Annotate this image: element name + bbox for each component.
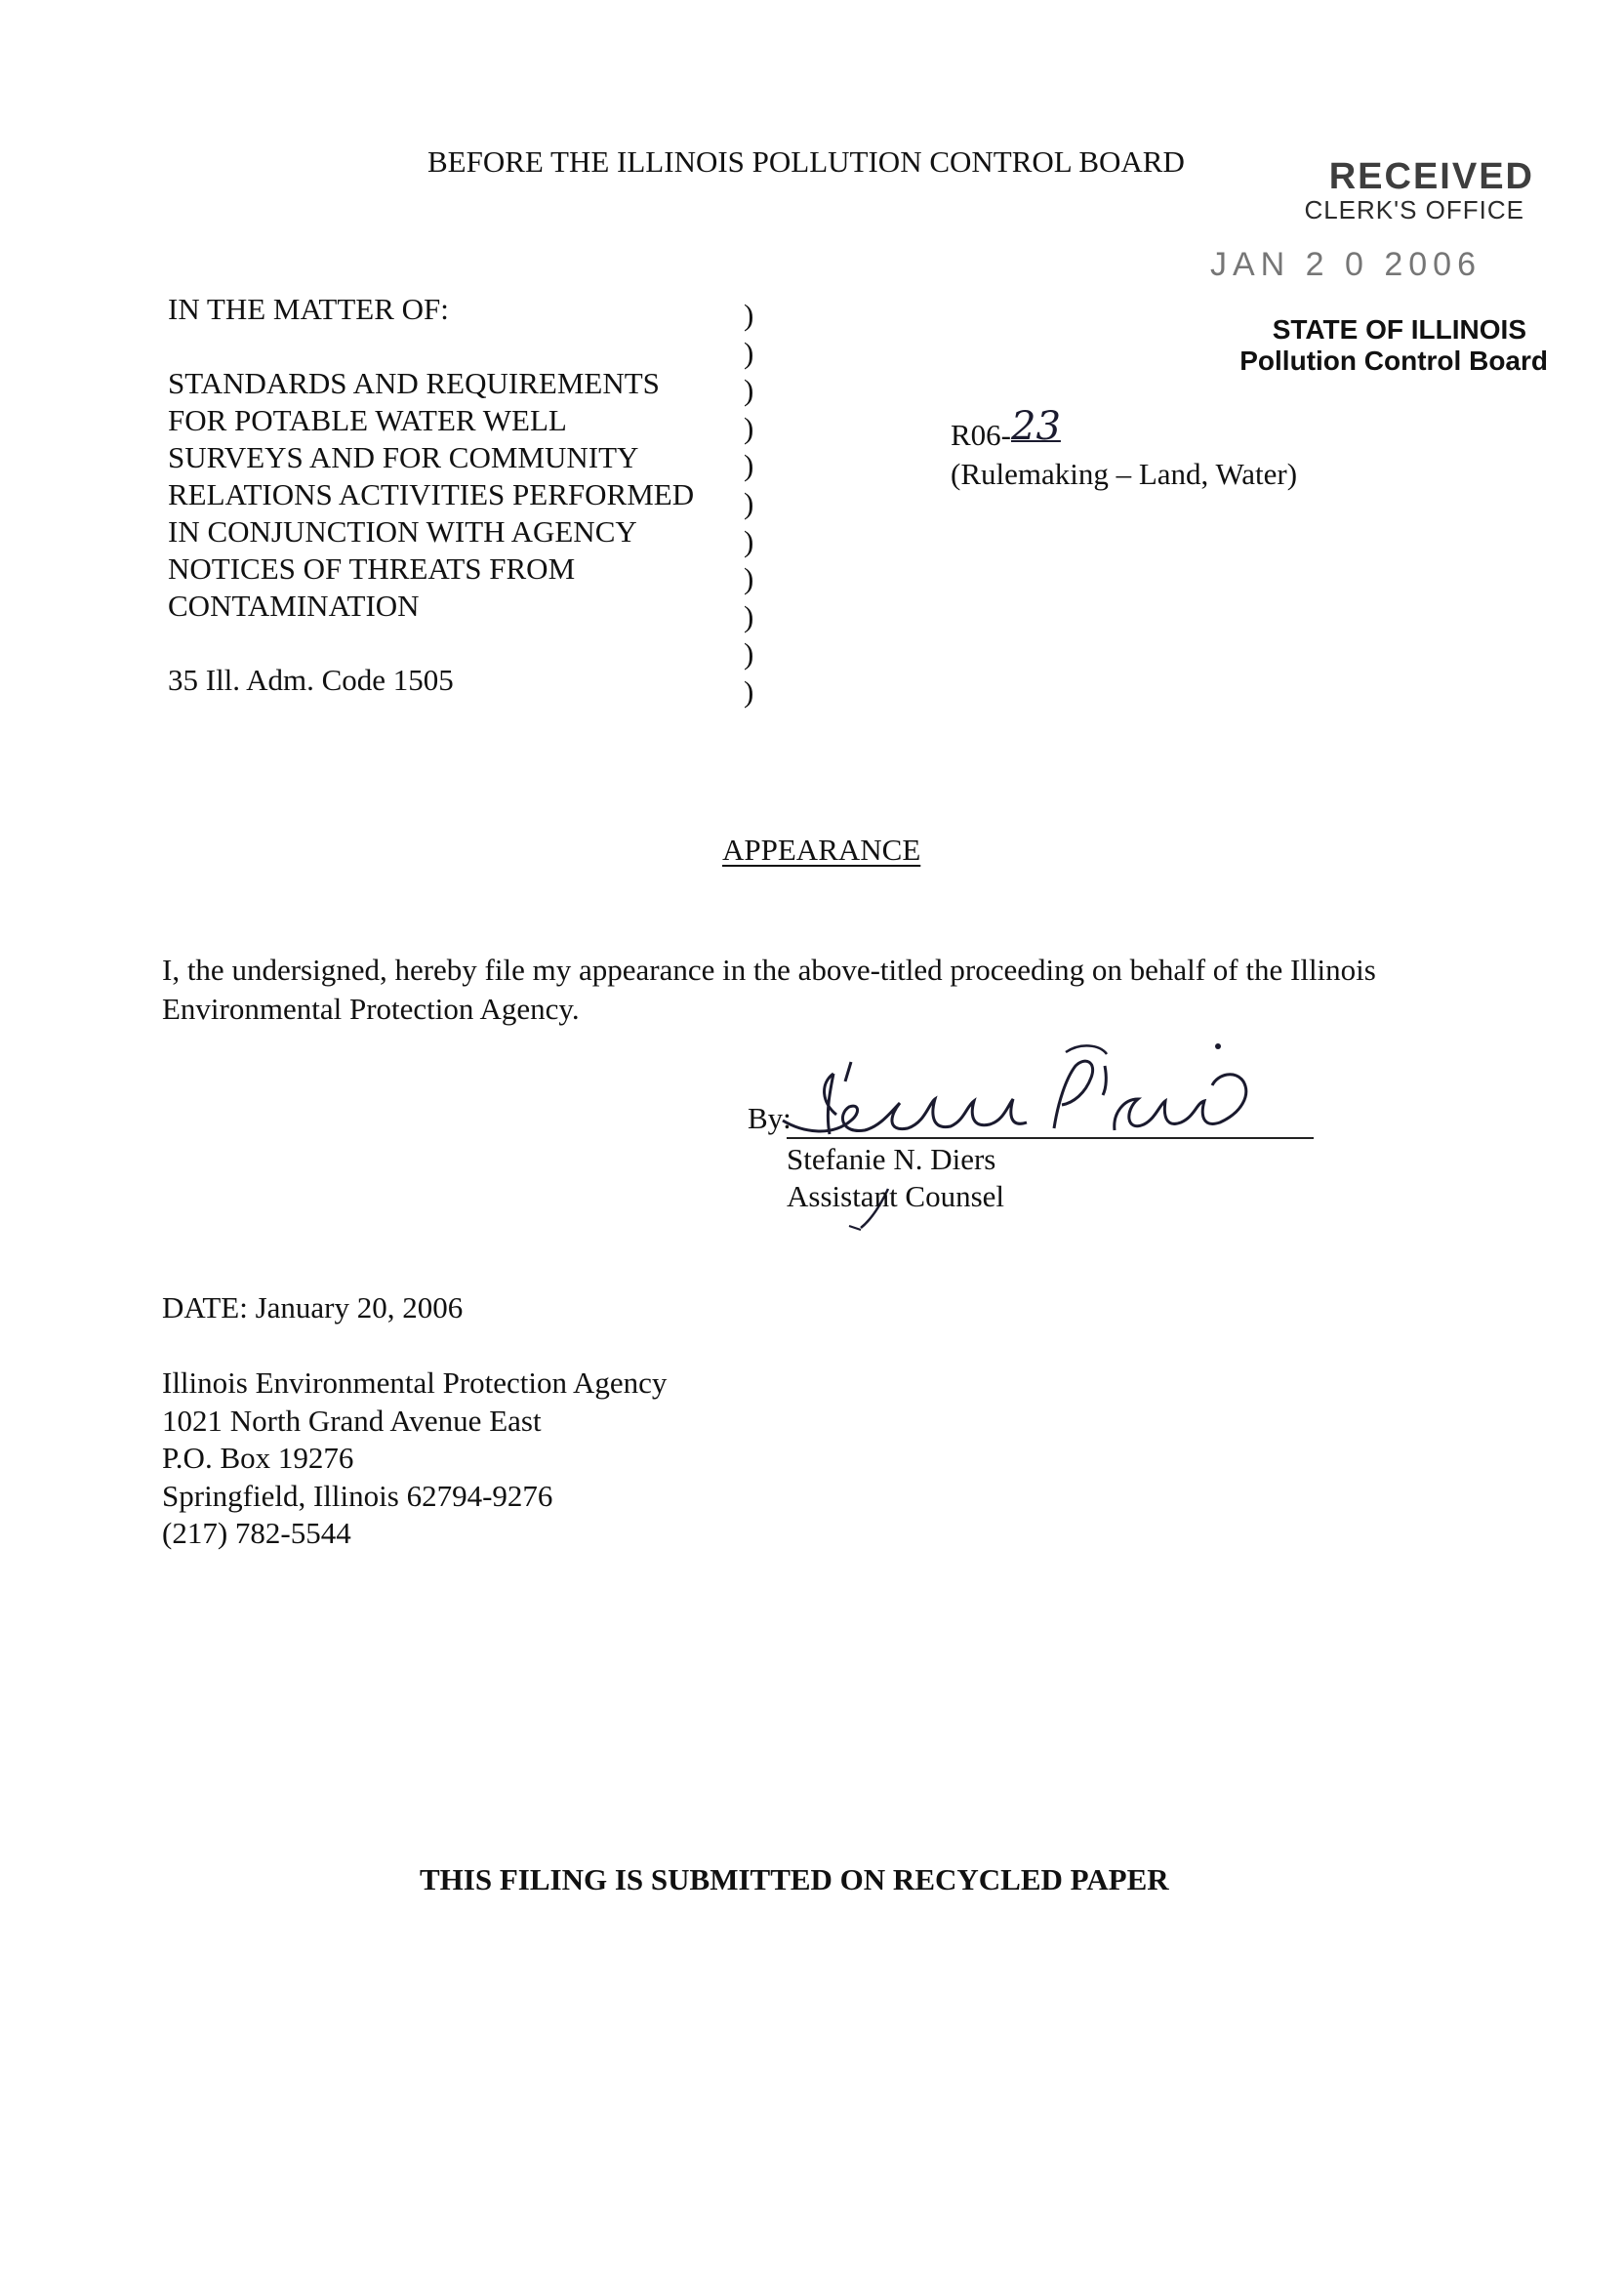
address-line: 1021 North Grand Avenue East: [162, 1403, 542, 1438]
case-caption: [168, 291, 694, 699]
paren: ): [744, 598, 754, 633]
paren: ): [744, 636, 754, 672]
docket-subtitle: (Rulemaking – Land, Water): [951, 457, 1298, 491]
address-line: P.O. Box 19276: [162, 1441, 354, 1475]
caption-line: IN CONJUNCTION WITH AGENCY: [168, 514, 637, 549]
recycled-paper-note: THIS FILING IS SUBMITTED ON RECYCLED PAPER: [420, 1862, 1169, 1896]
matter-of-label: IN THE MATTER OF:: [168, 292, 449, 326]
paren: ): [744, 335, 754, 370]
paren: ): [744, 561, 754, 596]
paren: ): [744, 410, 754, 445]
signature-line: [787, 1137, 1314, 1139]
docket-prefix: R06-: [951, 418, 1011, 452]
caption-line: CONTAMINATION: [168, 589, 420, 623]
caption-line: NOTICES OF THREATS FROM: [168, 551, 576, 586]
paren: ): [744, 448, 754, 483]
stamp-clerk-office: CLERK'S OFFICE: [1304, 195, 1524, 224]
docket-handwritten-number: 23: [1011, 404, 1061, 449]
paren: ): [744, 485, 754, 520]
paren: ): [744, 523, 754, 558]
received-stamp: [1209, 156, 1552, 381]
signer-name: Stefanie N. Diers: [787, 1142, 996, 1176]
caption-line: RELATIONS ACTIVITIES PERFORMED: [168, 477, 695, 511]
appearance-heading: APPEARANCE: [722, 833, 921, 867]
admin-code: 35 Ill. Adm. Code 1505: [168, 663, 454, 697]
filing-date: DATE: January 20, 2006: [162, 1290, 464, 1324]
address-line: Springfield, Illinois 62794-9276: [162, 1478, 553, 1513]
appearance-body: I, the undersigned, hereby file my appearance in the above-titled proceeding on behalf of the Illinois Environmental Protection Agency.: [162, 953, 1376, 1026]
address-line: (217) 782-5544: [162, 1516, 351, 1550]
docket-number: [951, 404, 1061, 455]
caption-line: STANDARDS AND REQUIREMENTS: [168, 366, 660, 400]
address-line: Illinois Environmental Protection Agency: [162, 1365, 668, 1400]
signer-title: Assistant Counsel: [787, 1179, 1005, 1213]
caption-line: FOR POTABLE WATER WELL: [168, 403, 567, 437]
paren: ): [744, 673, 754, 709]
stamp-board: Pollution Control Board: [1239, 346, 1548, 376]
board-title: BEFORE THE ILLINOIS POLLUTION CONTROL BOARD: [427, 144, 1185, 179]
by-label: By:: [748, 1101, 792, 1135]
caption-parentheses: [744, 297, 753, 712]
stamp-date: JAN 2 0 2006: [1209, 246, 1482, 283]
stamp-received: RECEIVED: [1328, 156, 1534, 197]
stamp-state: STATE OF ILLINOIS: [1272, 314, 1526, 345]
caption-line: SURVEYS AND FOR COMMUNITY: [168, 440, 639, 474]
agency-address: [162, 1365, 667, 1553]
paren: ): [744, 298, 754, 332]
paren: ): [744, 373, 754, 408]
